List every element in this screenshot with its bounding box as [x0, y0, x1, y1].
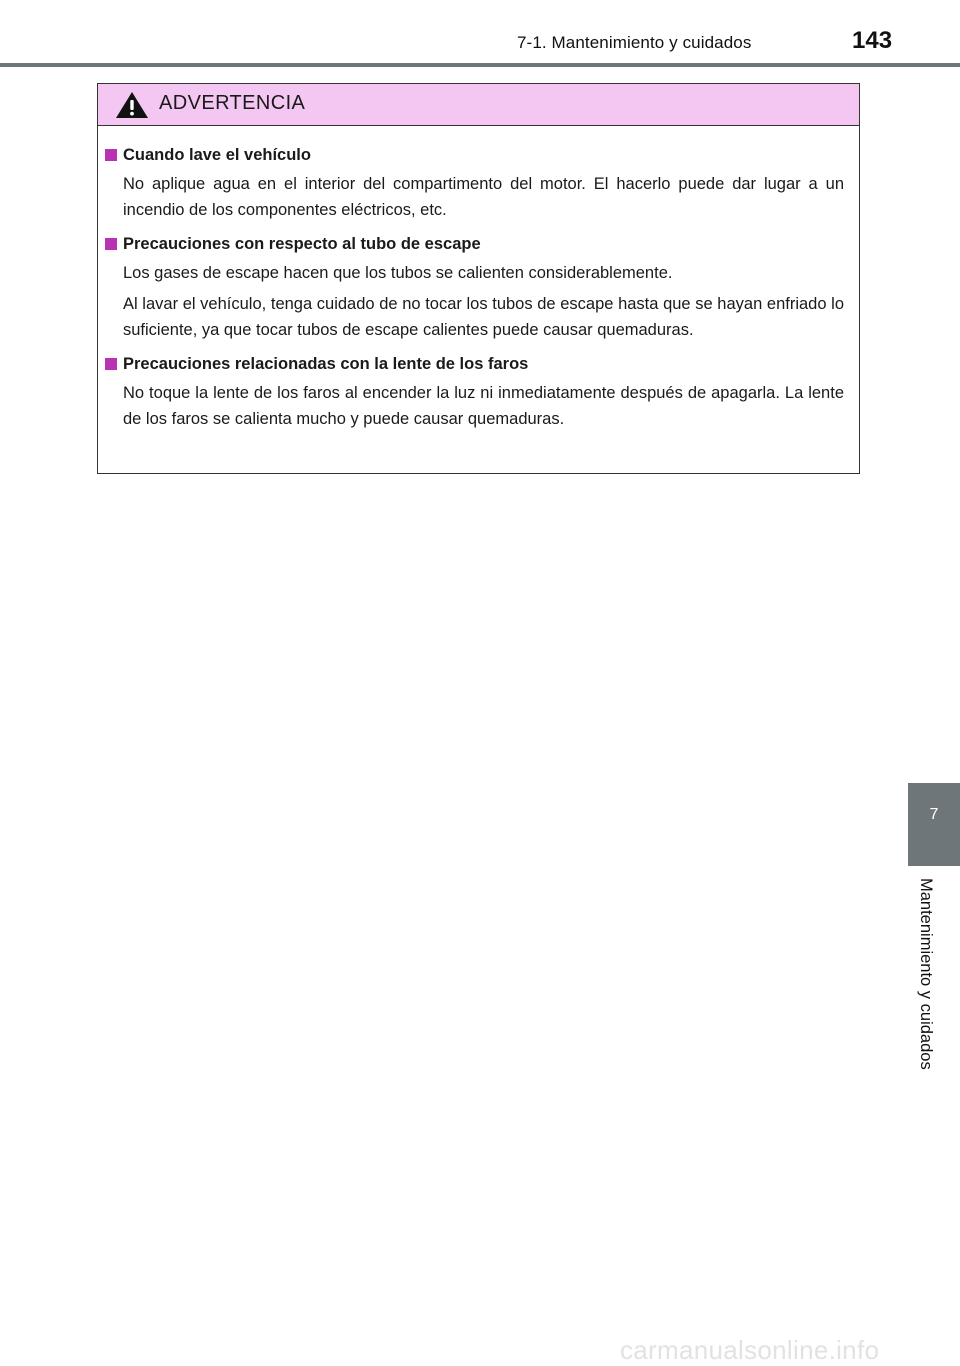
chapter-number: 7 [929, 806, 939, 823]
warning-label: ADVERTENCIA [159, 92, 306, 114]
warning-header [98, 84, 859, 126]
section-title: 7-1. Mantenimiento y cuidados [517, 33, 752, 52]
warning-box [97, 83, 860, 474]
warning-body [98, 126, 859, 432]
square-bullet-icon [105, 238, 117, 250]
chapter-label: Mantenimiento y cuidados [917, 878, 935, 1070]
square-bullet-icon [105, 358, 117, 370]
section-paragraph: No aplique agua en el interior del compartimento del motor. El hacerlo puede dar lugar a un incendio de los componentes eléctricos, etc. [123, 175, 844, 219]
warning-triangle-icon [115, 91, 149, 119]
warning-section [105, 352, 844, 432]
warning-section [105, 232, 844, 343]
section-heading: Precauciones relacionadas con la lente de los faros [123, 354, 529, 373]
section-heading: Cuando lave el vehículo [123, 145, 311, 164]
section-heading: Precauciones con respecto al tubo de escape [123, 234, 481, 253]
header-rule [0, 63, 960, 67]
section-paragraph: Al lavar el vehículo, tenga cuidado de no tocar los tubos de escape hasta que se hayan enfriado lo suficiente, ya que tocar tubos de escape calientes puede causar quemaduras. [123, 295, 844, 339]
section-paragraph: Los gases de escape hacen que los tubos se calienten considerablemente. [123, 264, 673, 282]
page-number: 143 [852, 27, 893, 54]
chapter-tab[interactable] [908, 783, 960, 866]
square-bullet-icon [105, 149, 117, 161]
warning-section [105, 143, 844, 223]
section-paragraph: No toque la lente de los faros al encender la luz ni inmediatamente después de apagarla. La lente de los faros se calienta mucho y puede causar quemaduras. [123, 384, 844, 428]
footer-watermark: carmanualsonline.info [620, 1335, 880, 1365]
